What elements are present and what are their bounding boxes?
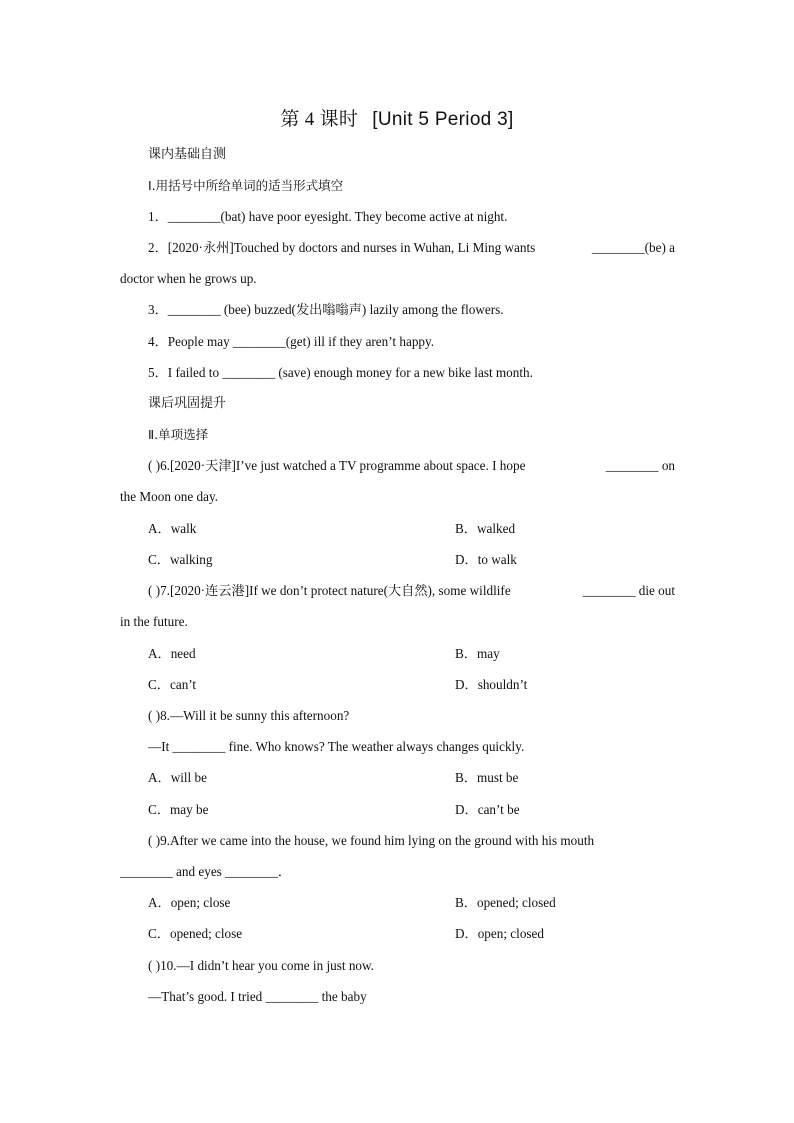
question-1	[148, 208, 507, 226]
option-c[interactable]: C．opened; close	[148, 926, 243, 941]
question-text-end: (get) ill if they aren’t happy.	[285, 334, 435, 349]
title-lesson: 第 4 课时	[280, 109, 359, 130]
answer-blank[interactable]: ________	[120, 864, 173, 879]
question-text: 2．[2020·永州]Touched by doctors and nurses in Wuhan, Li Ming wants	[148, 240, 536, 255]
option-b[interactable]: B．must be	[455, 770, 519, 785]
answer-blank[interactable]: ________	[167, 302, 221, 317]
question-text-end: (be) a	[644, 240, 675, 255]
question-text-end: ．	[277, 864, 292, 879]
option-d[interactable]: D．open; closed	[455, 926, 544, 941]
question-2	[148, 239, 675, 257]
answer-blank[interactable]: ________	[222, 365, 276, 380]
option-b[interactable]: B．walked	[455, 521, 516, 536]
question-text-end: the baby	[318, 989, 367, 1004]
option-a[interactable]: A．need	[148, 646, 196, 661]
part-heading-fill-blank: Ⅰ.用括号中所给单词的适当形式填空	[148, 178, 344, 193]
option-b[interactable]: B．opened; closed	[455, 895, 556, 910]
question-number: 1．	[148, 209, 168, 224]
option-a[interactable]: A．will be	[148, 770, 207, 785]
answer-blank[interactable]: ________	[265, 989, 319, 1004]
question-5	[148, 364, 533, 382]
question-text-end: fine. Who knows? The weather always changes quickly.	[225, 739, 525, 754]
question-text: —It	[148, 739, 173, 754]
question-text-end: on	[661, 458, 675, 473]
question-3	[148, 301, 504, 319]
option-a[interactable]: A．open; close	[148, 895, 231, 910]
question-10: ( )10.—I didn’t hear you come in just now.	[148, 958, 374, 973]
answer-blank[interactable]: ________	[167, 209, 221, 224]
question-text: and eyes	[172, 864, 226, 879]
question-text: 5．I failed to	[148, 365, 223, 380]
question-text-end: die out	[638, 583, 675, 598]
question-text: (bat) have poor eyesight. They become active at night.	[220, 209, 508, 224]
answer-blank[interactable]: ________	[172, 739, 226, 754]
question-8-response	[148, 738, 524, 756]
question-9-continuation	[120, 863, 291, 881]
question-number: 3．	[148, 302, 168, 317]
option-c[interactable]: C．walking	[148, 552, 213, 567]
option-c[interactable]: C．may be	[148, 802, 209, 817]
question-text: ( )6.[2020·天津]I’ve just watched a TV programme about space. I hope	[148, 458, 526, 473]
section-heading-after-class: 课后巩固提升	[148, 396, 227, 411]
option-d[interactable]: D．to walk	[455, 552, 517, 567]
question-10-response	[148, 988, 367, 1006]
option-d[interactable]: D．shouldn’t	[455, 677, 528, 692]
question-7-continuation: in the future.	[120, 614, 188, 629]
question-9	[148, 832, 675, 850]
question-4	[148, 333, 434, 351]
page-title	[0, 104, 794, 131]
option-d[interactable]: D．can’t be	[455, 802, 520, 817]
question-text: ( )9.After we came into the house, we found him lying on the ground with his mouth	[148, 833, 595, 848]
question-text: 4．People may	[148, 334, 233, 349]
question-8: ( )8.—Will it be sunny this afternoon?	[148, 708, 350, 723]
question-text-end: (save) enough money for a new bike last month.	[275, 365, 533, 380]
answer-blank[interactable]: ________	[582, 583, 636, 598]
answer-blank[interactable]: ________	[605, 458, 659, 473]
option-b[interactable]: B．may	[455, 646, 500, 661]
answer-blank[interactable]: ________	[591, 240, 645, 255]
section-heading-in-class: 课内基础自测	[148, 147, 227, 162]
answer-blank[interactable]: ________	[232, 334, 286, 349]
part-heading-multiple-choice: Ⅱ.单项选择	[148, 427, 209, 442]
question-text: (bee) buzzed(发出嗡嗡声) lazily among the flowers.	[223, 302, 504, 317]
question-text: —That’s good. I tried	[148, 989, 266, 1004]
answer-blank[interactable]: ________	[225, 864, 278, 879]
title-unit: [Unit 5 Period 3]	[372, 109, 514, 130]
option-a[interactable]: A．walk	[148, 521, 197, 536]
question-text: ( )7.[2020·连云港]If we don’t protect nature(大自然), some wildlife	[148, 583, 511, 598]
option-c[interactable]: C．can’t	[148, 677, 197, 692]
question-7	[148, 582, 675, 600]
question-6-continuation: the Moon one day.	[120, 489, 219, 504]
question-2-continuation: doctor when he grows up.	[120, 271, 257, 286]
question-6	[148, 457, 675, 475]
